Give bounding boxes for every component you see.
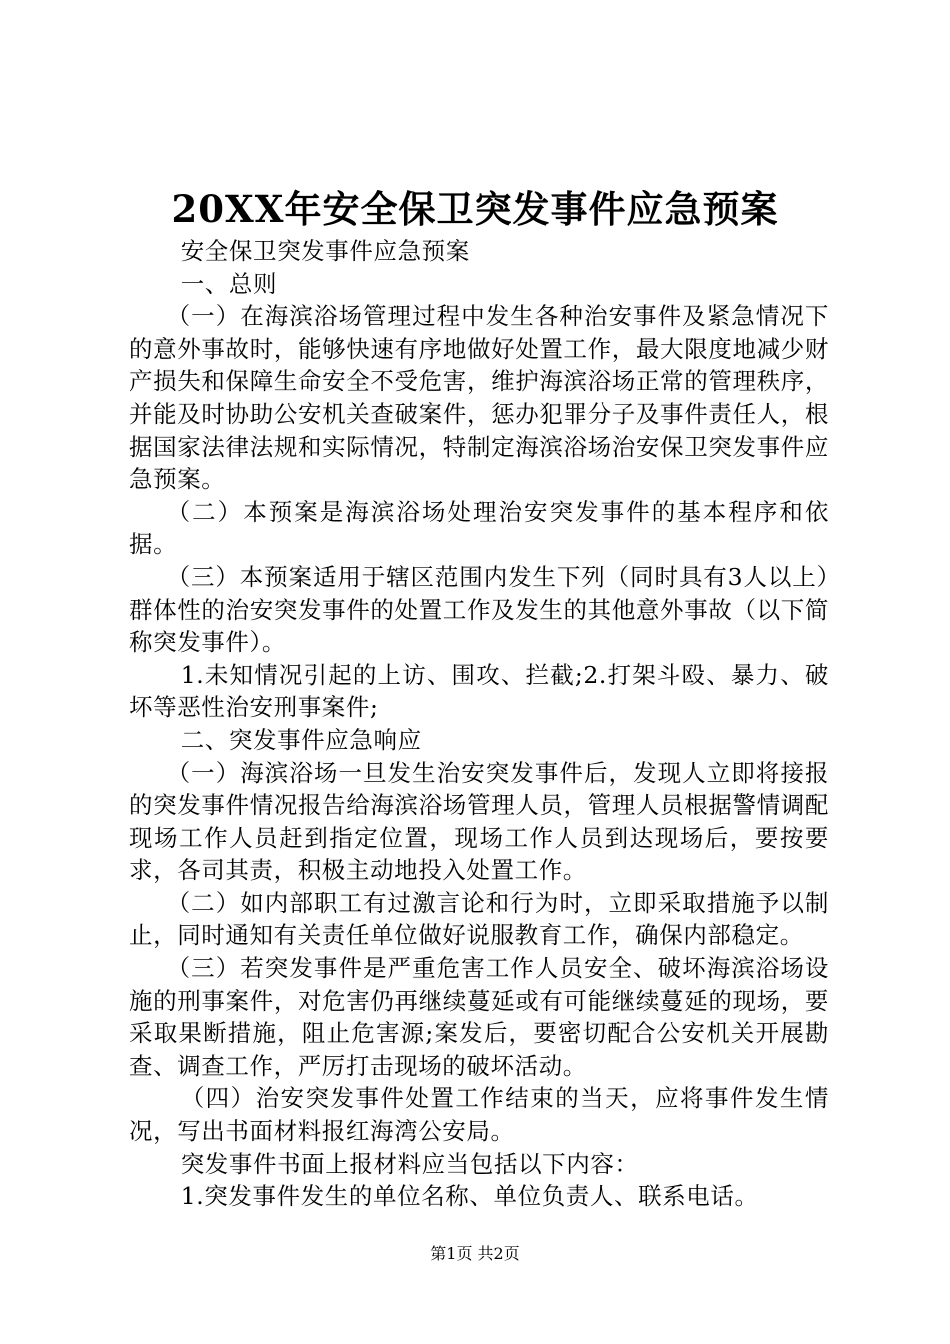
paragraph: （三）本预案适用于辖区范围内发生下列（同时具有3人以上）群体性的治安突发事件的处置工作及发生的其他意外事故（以下简称突发事件）。 xyxy=(129,562,829,657)
paragraph: 突发事件书面上报材料应当包括以下内容： xyxy=(180,1149,639,1178)
document-body xyxy=(129,235,829,1213)
paragraph: （三）若突发事件是严重危害工作人员安全、破坏海滨浴场设施的刑事案件，对危害仍再继续蔓延或有可能继续蔓延的现场，要采取果断措施，阻止危害源;案发后，要密切配合公安机关开展勘查、调查工作，严厉打击现场的破坏活动。 xyxy=(129,954,829,1080)
page-footer: 第1页 共2页 xyxy=(430,1244,520,1263)
paragraph: （一）海滨浴场一旦发生治安突发事件后，发现人立即将接报的突发事件情况报告给海滨浴场管理人员，管理人员根据警情调配现场工作人员赶到指定位置，现场工作人员到达现场后，要按要求，各司其责，积极主动地投入处置工作。 xyxy=(129,758,829,885)
section-heading-response: 二、突发事件应急响应 xyxy=(180,725,422,754)
paragraph: （二）如内部职工有过激言论和行为时，立即采取措施予以制止，同时通知有关责任单位做好说服教育工作，确保内部稳定。 xyxy=(129,888,829,950)
section-heading-general: 一、总则 xyxy=(180,269,278,298)
paragraph: （二）本预案是海滨浴场处理治安突发事件的基本程序和依据。 xyxy=(129,497,829,559)
paragraph-subtitle: 安全保卫突发事件应急预案 xyxy=(180,237,470,265)
paragraph: 1.突发事件发生的单位名称、单位负责人、联系电话。 xyxy=(180,1182,759,1211)
document-title: 20XX年安全保卫突发事件应急预案 xyxy=(171,187,779,231)
paragraph: （一）在海滨浴场管理过程中发生各种治安事件及紧急情况下的意外事故时，能够快速有序地做好处置工作，最大限度地减少财产损失和保障生命安全不受危害，维护海滨浴场正常的管理秩序，并能及时协助公安机关查破案件，惩办犯罪分子及事件责任人，根据国家法律法规和实际情况，特制定海滨浴场治安保卫突发事件应急预案。 xyxy=(129,302,829,494)
paragraph: 1.未知情况引起的上访、围攻、拦截;2.打架斗殴、暴力、破坏等恶性治安刑事案件; xyxy=(129,660,829,722)
paragraph: （四）治安突发事件处置工作结束的当天，应将事件发生情况，写出书面材料报红海湾公安局。 xyxy=(129,1084,829,1146)
